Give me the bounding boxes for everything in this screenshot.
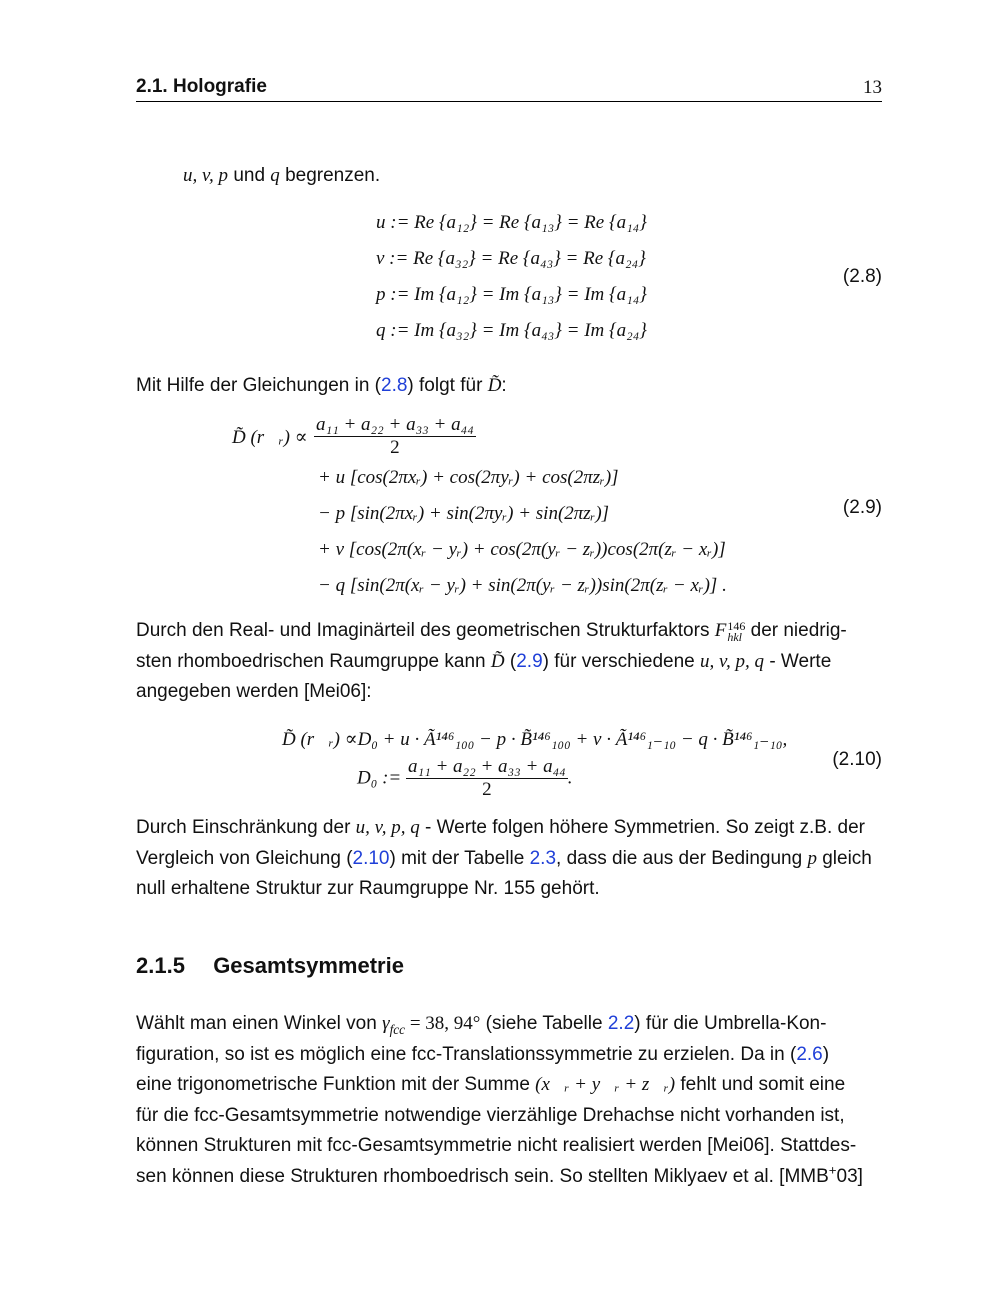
para4-l1-a: Wählt man einen Winkel von	[136, 1013, 377, 1034]
eq-2-10-frac-num: a₁₁ + a₂₂ + a₃₃ + a₄₄	[407, 756, 566, 777]
F-sup: 146	[727, 618, 746, 633]
para4-l6-a: sen können diese Strukturen rhomboedrisch sein. So stellten Miklyaev et al. [MMB	[136, 1165, 829, 1187]
para2-text-a: Durch den Real- und Imaginärteil des geometrischen Strukturfaktors	[136, 620, 710, 641]
para3-l2-c: , dass die aus der Bedingung	[556, 847, 803, 869]
para4-l2-a: figuration, so ist es möglich eine fcc-Translationssymmetrie zu erzielen. Da in (	[136, 1043, 797, 1065]
ref-table-2-2[interactable]: 2.2	[607, 1013, 635, 1034]
paragraph-3	[136, 813, 882, 905]
para4-l3-a: eine trigonometrische Funktion mit der Summe	[136, 1074, 530, 1095]
gamma-symbol: γ	[382, 1013, 390, 1034]
section-number: 2.1.5	[136, 953, 185, 978]
paragraph-1	[136, 375, 507, 397]
section-title: Gesamtsymmetrie	[213, 953, 404, 978]
para2-line-1	[136, 616, 882, 647]
intro-vars: u, v, p	[183, 165, 229, 186]
para3-l1-a: Durch Einschränkung der	[136, 817, 351, 838]
para4-l3-b: fehlt und somit eine	[680, 1074, 846, 1095]
eq-2-10-frac-den: 2	[482, 779, 492, 800]
para2-line-3: angegeben werden [Mei06]:	[136, 681, 372, 702]
vector-sum: (x⃗ᵣ + y⃗ᵣ + z⃗ᵣ)	[535, 1074, 676, 1095]
eq-2-8-line-q: q := Im {a₃₂} = Im {a₄₃} = Im {a₂₄}	[376, 320, 647, 341]
eq-2-9-lhs: D̃ (r⃗ᵣ) ∝	[232, 427, 308, 448]
ref-eq-2-9[interactable]: 2.9	[516, 650, 543, 672]
eq-2-9-line-u: + u [cos(2πxᵣ) + cos(2πyᵣ) + cos(2πzᵣ)]	[318, 467, 619, 488]
ref-eq-2-10[interactable]: 2.10	[352, 847, 390, 869]
para4-l1-c: ) für die Umbrella-Kon-	[634, 1013, 827, 1034]
para2-line2-c: - Werte	[769, 650, 832, 672]
eq-2-10-line-1: D̃ (r⃗ᵣ) ∝D₀ + u · Ã¹⁴⁶₁₀₀ − p · B̃¹⁴⁶₁₀₀ + v · Ã¹⁴⁶₁₋₁₀ − q · B̃¹⁴⁶₁₋₁₀,	[282, 729, 788, 750]
para3-vars: u, v, p, q	[355, 817, 420, 838]
para4-l6-sup: +	[828, 1162, 837, 1178]
eq-2-10-line-2	[357, 756, 573, 801]
para1-text-c: :	[501, 375, 507, 396]
paragraph-2	[136, 616, 882, 708]
para4-line-1	[136, 1009, 882, 1040]
para3-l1-b: - Werte folgen höhere Symmetrien. So zeigt z.B. der	[424, 817, 865, 838]
para2-text-b: der niedrig-	[750, 620, 847, 641]
para2-line2-b: für verschiedene	[554, 650, 695, 672]
intro-end: begrenzen.	[285, 165, 381, 186]
para3-l2-b: ) mit der Tabelle	[389, 847, 525, 869]
paragraph-4	[136, 1009, 882, 1192]
intro-var-q: q	[270, 165, 280, 186]
header-rule	[136, 101, 882, 102]
eq-2-9-line-q: − q [sin(2π(xᵣ − yᵣ) + sin(2π(yᵣ − zᵣ))sin(2π(zᵣ − xᵣ)] .	[318, 575, 727, 596]
eq-2-9-line-p: − p [sin(2πxᵣ) + sin(2πyᵣ) + sin(2πzᵣ)]	[318, 503, 610, 524]
eq-2-8-number: (2.8)	[842, 266, 882, 287]
symbol-F	[714, 618, 746, 644]
eq-2-8-line-v: v := Re {a₃₂} = Re {a₄₃} = Re {a₂₄}	[376, 248, 646, 269]
para2-vars: u, v, p, q	[700, 650, 765, 672]
symbol-D-tilde: D̃	[487, 375, 502, 396]
para4-line-6	[136, 1162, 882, 1193]
para4-l6-b: 03]	[836, 1165, 863, 1187]
para3-l2-d: gleich	[822, 847, 872, 869]
ref-eq-2-8[interactable]: 2.8	[381, 375, 408, 396]
eq-2-9-frac-den: 2	[390, 437, 400, 458]
F-base: F	[714, 620, 727, 641]
running-header-section: 2.1. Holografie	[136, 76, 267, 97]
ref-table-2-3[interactable]: 2.3	[529, 847, 557, 869]
para3-line-3: null erhaltene Struktur zur Raumgruppe Nr. 155 gehört.	[136, 878, 600, 899]
eq-2-9-frac	[314, 414, 476, 459]
para3-var-p: p	[807, 847, 817, 869]
para4-line-3	[136, 1070, 882, 1101]
para2-line-2: sten rhomboedrischen Raumgruppe kann D̃ (2.9) für verschiedene u, v, p, q - Werte	[136, 650, 832, 672]
gamma-sub: fcc	[389, 1021, 406, 1037]
para4-line-5: können Strukturen mit fcc-Gesamtsymmetrie nicht realisiert werden [Mei06]. Stattdes-	[136, 1135, 857, 1156]
intro-line	[183, 165, 380, 187]
F-sub: hkl	[727, 629, 743, 644]
ref-eq-2-6[interactable]: 2.6	[796, 1043, 823, 1065]
page-number: 13	[863, 77, 882, 98]
para1-text-b: ) folgt für	[407, 375, 483, 396]
gamma-fcc	[382, 1013, 481, 1037]
eq-2-10-d0-lhs: D₀ :=	[357, 767, 402, 789]
gamma-value: = 38, 94°	[405, 1013, 481, 1034]
eq-2-8-line-p: p := Im {a₁₂} = Im {a₁₃} = Im {a₁₄}	[376, 284, 647, 305]
intro-und: und	[233, 165, 266, 186]
eq-2-10-frac	[406, 756, 568, 801]
eq-2-10-number: (2.10)	[832, 749, 882, 770]
eq-2-9-line-v: + v [cos(2π(xᵣ − yᵣ) + cos(2π(yᵣ − zᵣ))cos(2π(zᵣ − xᵣ)]	[318, 539, 726, 560]
eq-2-10-period: .	[567, 767, 573, 789]
section-heading-text	[136, 953, 404, 979]
para3-line-1	[136, 813, 882, 844]
eq-2-8-line-u: u := Re {a₁₂} = Re {a₁₃} = Re {a₁₄}	[376, 212, 647, 233]
eq-2-9-frac-num: a₁₁ + a₂₂ + a₃₃ + a₄₄	[316, 414, 474, 435]
para3-line-2	[136, 844, 882, 875]
eq-2-9-fraction	[314, 414, 476, 459]
section-heading	[136, 953, 404, 979]
eq-2-9-number: (2.9)	[842, 497, 882, 518]
para1-text-a: Mit Hilfe der Gleichungen in (	[136, 375, 381, 396]
para4-l1-b: (siehe Tabelle	[485, 1013, 603, 1034]
para4-line-4: für die fcc-Gesamtsymmetrie notwendige vierzählige Drehachse nicht vorhanden ist,	[136, 1104, 845, 1126]
para4-line-2	[136, 1040, 882, 1071]
symbol-D-tilde-2: D̃	[490, 650, 505, 672]
para4-l2-b: )	[822, 1043, 830, 1065]
para3-l2-a: Vergleich von Gleichung (	[136, 847, 353, 869]
para2-line2-a: sten rhomboedrischen Raumgruppe kann	[136, 650, 486, 672]
